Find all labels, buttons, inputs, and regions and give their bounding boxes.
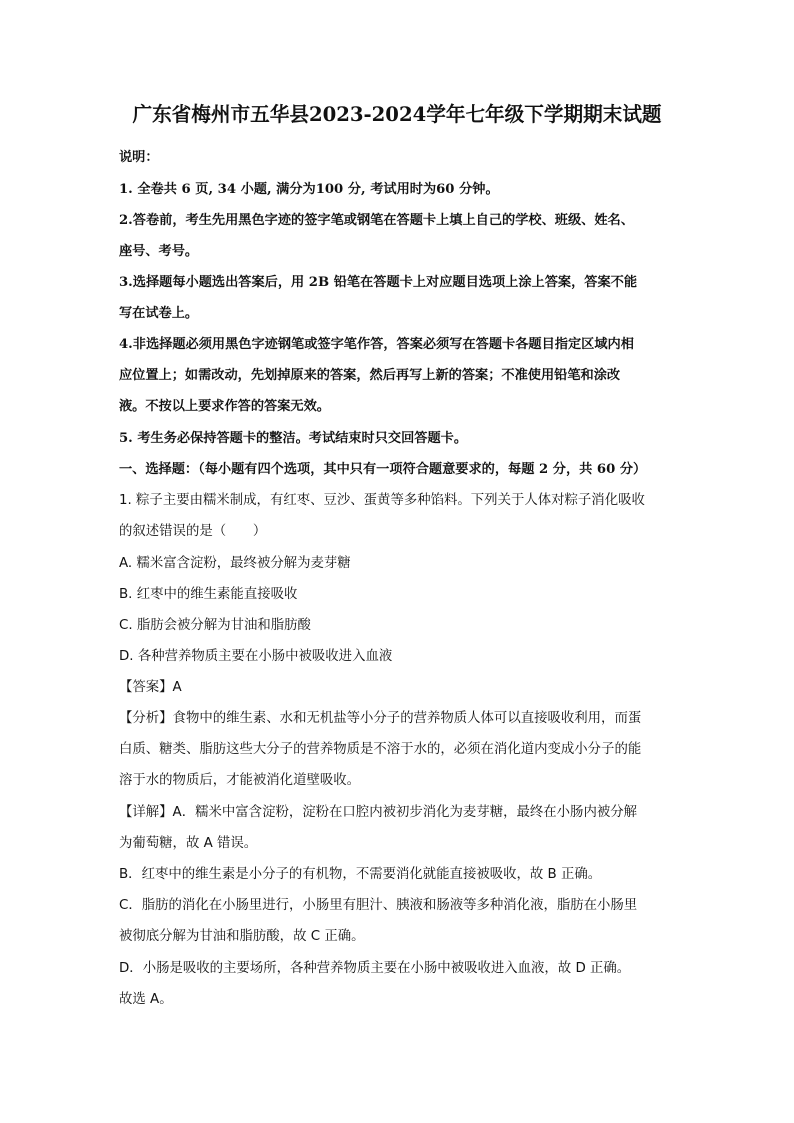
instruction-1: 1. 全卷共 6 页, 34 小题, 满分为100 分, 考试用时为60 分钟。 [119, 182, 499, 197]
detail-a-line-1: 【详解】A．糯米中富含淀粉，淀粉在口腔内被初步消化为麦芽糖，最终在小肠内被分解 [119, 805, 638, 820]
instructions-heading: 说明： [119, 150, 159, 165]
detail-b: B．红枣中的维生素是小分子的有机物，不需要消化就能直接被吸收，故 B 正确。 [119, 867, 602, 882]
detail-c-line-1: C．脂肪的消化在小肠里进行，小肠里有胆汁、胰液和肠液等多种消化液，脂肪在小肠里 [119, 898, 638, 913]
analysis-line-2: 白质、糖类、脂肪这些大分子的营养物质是不溶于水的，必须在消化道内变成小分子的能 [119, 742, 642, 757]
instruction-3: 3.选择题每小题选出答案后，用 2B 铅笔在答题卡上对应题目选项上涂上答案，答案不能 [119, 275, 638, 290]
instruction-5: 5. 考生务必保持答题卡的整洁。考试结束时只交回答题卡。 [119, 431, 468, 446]
answer-line: 【答案】A [119, 680, 182, 695]
option-d: D. 各种营养物质主要在小肠中被吸收进入血液 [119, 649, 393, 664]
detail-c-line-2: 被彻底分解为甘油和脂肪酸，故 C 正确。 [119, 929, 365, 944]
detail-d: D．小肠是吸收的主要场所，各种营养物质主要在小肠中被吸收进入血液，故 D 正确。 [119, 961, 631, 976]
section-heading: 一、选择题：（每小题有四个选项，其中只有一项符合题意要求的，每题 2 分，共 60 分） [119, 462, 647, 477]
instruction-4: 4.非选择题必须用黑色字迹钢笔或签字笔作答，答案必须写在答题卡各题目指定区域内相 [119, 337, 634, 352]
page-title: 广东省梅州市五华县2023-2024学年七年级下学期期末试题 [132, 103, 662, 126]
option-b: B. 红枣中的维生素能直接吸收 [119, 587, 298, 602]
option-a: A. 糯米富含淀粉，最终被分解为麦芽糖 [119, 556, 351, 571]
detail-a-line-2: 为葡萄糖，故 A 错误。 [119, 836, 258, 851]
instruction-4-cont: 应位置上；如需改动，先划掉原来的答案，然后再写上新的答案；不准使用铅笔和涂改 [119, 368, 621, 383]
instruction-2-cont: 座号、考号。 [119, 244, 199, 259]
question-stem-cont: 的叙述错误的是（ ） [119, 524, 267, 539]
instruction-4-end: 液。不按以上要求作答的答案无效。 [119, 399, 330, 414]
instruction-3-cont: 写在试卷上。 [119, 306, 199, 321]
option-c: C. 脂肪会被分解为甘油和脂肪酸 [119, 618, 311, 633]
conclusion: 故选 A。 [119, 992, 173, 1007]
analysis-line-3: 溶于水的物质后，才能被消化道壁吸收。 [119, 773, 361, 788]
analysis-line-1: 【分析】食物中的维生素、水和无机盐等小分子的营养物质人体可以直接吸收利用，而蛋 [119, 711, 642, 726]
instruction-2: 2.答卷前，考生先用黑色字迹的签字笔或钢笔在答题卡上填上自己的学校、班级、姓名、 [119, 213, 634, 228]
question-stem: 1. 粽子主要由糯米制成，有红枣、豆沙、蛋黄等多种馅料。下列关于人体对粽子消化吸收 [119, 493, 645, 508]
